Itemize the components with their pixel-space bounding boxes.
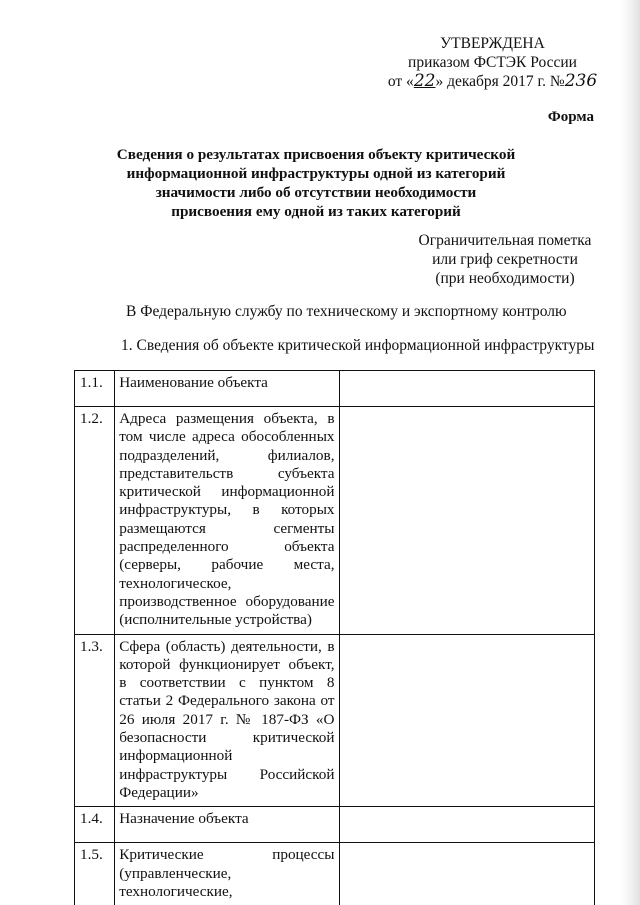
row-name: Назначение объекта	[115, 807, 339, 843]
row-name: Критические процессы (управленческие, технологические,	[115, 843, 339, 905]
handwritten-day: 22	[413, 71, 436, 91]
title-line: информационной инфраструктуры одной из категорий	[126, 165, 506, 182]
row-value-field[interactable]	[339, 843, 595, 905]
title-line: значимости либо об отсутствии необходимости	[155, 184, 477, 201]
section-title: 1. Сведения об объекте критической информационной инфраструктуры	[121, 337, 595, 354]
row-value-field[interactable]	[339, 407, 595, 635]
row-name: Наименование объекта	[115, 371, 339, 407]
secrecy-line: Ограничительная пометка	[418, 232, 592, 249]
row-name: Адреса размещения объекта, в том числе адреса обособленных подразделений, филиалов, представительств субъекта критической информационной инфраструктуры, в которых размещаются сегменты распределенного объекта (серверы, рабочие места, технологическое, производственное оборудование (исполнительные устройства)	[115, 407, 339, 635]
table-row	[75, 843, 595, 905]
date-middle: » декабря 2017 г. №	[435, 73, 565, 90]
secrecy-line: (при необходимости)	[435, 270, 575, 287]
scan-edge-shadow	[620, 0, 640, 905]
table-row	[75, 807, 595, 843]
object-info-table	[74, 370, 595, 905]
row-number: 1.2.	[75, 407, 115, 635]
order-date-line	[385, 72, 600, 91]
title-line: Сведения о результатах присвоения объекту критической	[116, 146, 516, 163]
table-row	[75, 634, 595, 807]
row-name: Сфера (область) деятельности, в которой функционирует объект, в соответствии с пунктом 8 статьи 2 Федерального закона от 26 июля 2017 г. № 187-ФЗ «О безопасности критической информационной инфраструктуры Российской Федерации»	[115, 634, 339, 807]
table-row	[75, 371, 595, 407]
row-number: 1.4.	[75, 807, 115, 843]
row-number: 1.5.	[75, 843, 115, 905]
row-value-field[interactable]	[339, 371, 595, 407]
row-number: 1.1.	[75, 371, 115, 407]
title-line: присвоения ему одной из таких категорий	[171, 203, 461, 220]
row-value-field[interactable]	[339, 634, 595, 807]
row-number: 1.3.	[75, 634, 115, 807]
row-value-field[interactable]	[339, 807, 595, 843]
addressee: В Федеральную службу по техническому и экспортному контролю	[126, 303, 567, 320]
approval-stamp	[385, 34, 600, 91]
date-prefix: от «	[387, 73, 414, 90]
approved-label: УТВЕРЖДЕНА	[440, 35, 545, 52]
order-label: приказом ФСТЭК России	[408, 54, 577, 71]
document-title	[90, 145, 542, 221]
form-label: Форма	[547, 109, 594, 125]
secrecy-line: или гриф секретности	[432, 251, 578, 268]
handwritten-number: 236	[564, 71, 598, 91]
table-row	[75, 407, 595, 635]
secrecy-mark	[405, 231, 605, 288]
